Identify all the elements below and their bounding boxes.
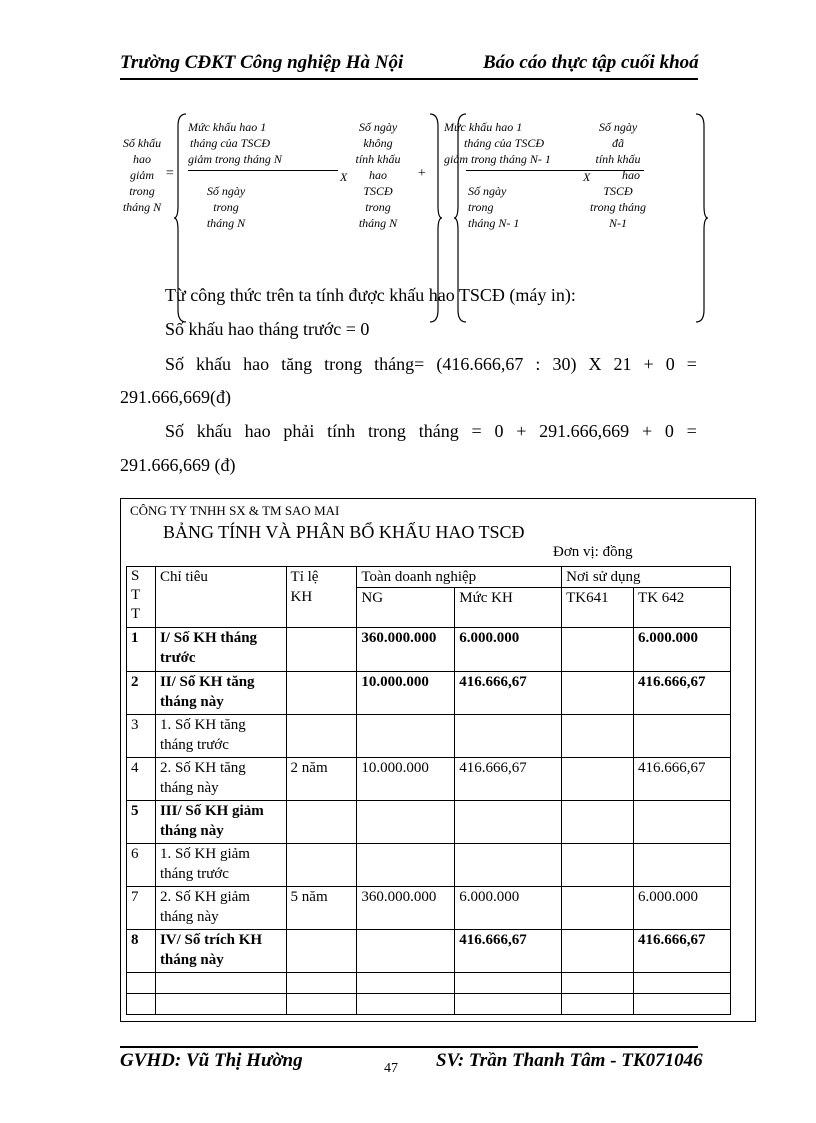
col-tile: Tỉ lệ KH xyxy=(286,567,357,628)
t1-denominator: Số ngày trong tháng N xyxy=(206,184,246,230)
table-row: 2 II/ Số KH tăng tháng này 10.000.000 416.666,67 416.666,67 xyxy=(127,672,731,715)
line-increase-result: 291.666,669(đ) xyxy=(120,387,231,407)
header-school: Trường CĐKT Công nghiệp Hà Nội xyxy=(120,52,404,73)
col-noi-sd: Nơi sử dụng xyxy=(562,567,731,588)
company-name: CÔNG TY TNHH SX & TM SAO MAI xyxy=(130,503,340,518)
footer-rule xyxy=(120,1046,698,1048)
t1-fraction-bar xyxy=(188,170,338,171)
t1-numerator: Mức khấu hao 1 tháng của TSCĐ giảm trong tháng N xyxy=(188,120,282,166)
col-stt: S T T xyxy=(127,567,156,628)
line-charge-result: 291.666,669 (đ) xyxy=(120,455,236,475)
t1-multiplier: Số ngày không tính khấu hao TSCĐ trong tháng N xyxy=(355,120,401,230)
footer-gvhd: GVHD: Vũ Thị Hường xyxy=(120,1050,303,1071)
table-row: 4 2. Số KH tăng tháng này 2 năm 10.000.000 416.666,67 416.666,67 xyxy=(127,758,731,801)
table-row: 3 1. Số KH tăng tháng trước xyxy=(127,715,731,758)
t2-denominator: Số ngày trong tháng N- 1 xyxy=(468,184,520,230)
page-number: 47 xyxy=(384,1061,398,1076)
col-toan-dn: Toàn doanh nghiệp xyxy=(357,567,562,588)
line-increase: Số khấu hao tăng trong tháng= (416.666,67 : 30) X 21 + 0 = xyxy=(165,354,697,374)
table-row: 1 I/ Số KH tháng trước 360.000.000 6.000.000 6.000.000 xyxy=(127,628,731,672)
formula-lhs: Số khấu hao giảm trong tháng N xyxy=(122,136,162,214)
t2-numerator: Mức khấu hao 1 tháng của TSCĐ giảm trong tháng N- 1 xyxy=(444,120,551,166)
plus-sign: + xyxy=(417,166,427,181)
table-empty-row xyxy=(127,994,731,1015)
col-tk642: TK 642 xyxy=(634,588,731,628)
t2-multiplier: Số ngày đã tính khấu hao TSCĐ trong tháng N-1 xyxy=(590,120,646,230)
t1-times-sign: X xyxy=(340,170,348,184)
line-prev-month: Số khấu hao tháng trước = 0 xyxy=(165,319,370,339)
col-muc-kh: Mức KH xyxy=(455,588,562,628)
right-brace-2-icon xyxy=(694,112,708,324)
col-tk641: TK641 xyxy=(562,588,634,628)
footer-sv: SV: Trần Thanh Tâm - TK071046 xyxy=(436,1050,703,1071)
header-rule xyxy=(120,78,698,80)
unit-label: Đơn vị: đồng xyxy=(553,544,633,560)
col-chitieu: Chỉ tiêu xyxy=(155,567,286,628)
table-row: 6 1. Số KH giảm tháng trước xyxy=(127,844,731,887)
table-empty-row xyxy=(127,973,731,994)
table-header-row-1 xyxy=(127,567,731,588)
table-row: 8 IV/ Số trích KH tháng này 416.666,67 416.666,67 xyxy=(127,930,731,973)
header-report-title: Báo cáo thực tập cuối khoá xyxy=(483,52,699,73)
line-charge: Số khấu hao phải tính trong tháng = 0 + 291.666,669 + 0 = xyxy=(165,421,697,441)
equals-sign: = xyxy=(165,166,175,181)
table-row: 5 III/ Số KH giảm tháng này xyxy=(127,801,731,844)
t2-times-sign: X xyxy=(583,170,591,184)
col-ng: NG xyxy=(357,588,455,628)
intro-text: Từ công thức trên ta tính được khấu hao TSCĐ (máy in): xyxy=(165,285,576,305)
depreciation-table xyxy=(126,566,731,1015)
table-row: 7 2. Số KH giảm tháng này 5 năm 360.000.000 6.000.000 6.000.000 xyxy=(127,887,731,930)
table-title: BẢNG TÍNH VÀ PHÂN BỔ KHẤU HAO TSCĐ xyxy=(163,522,525,542)
